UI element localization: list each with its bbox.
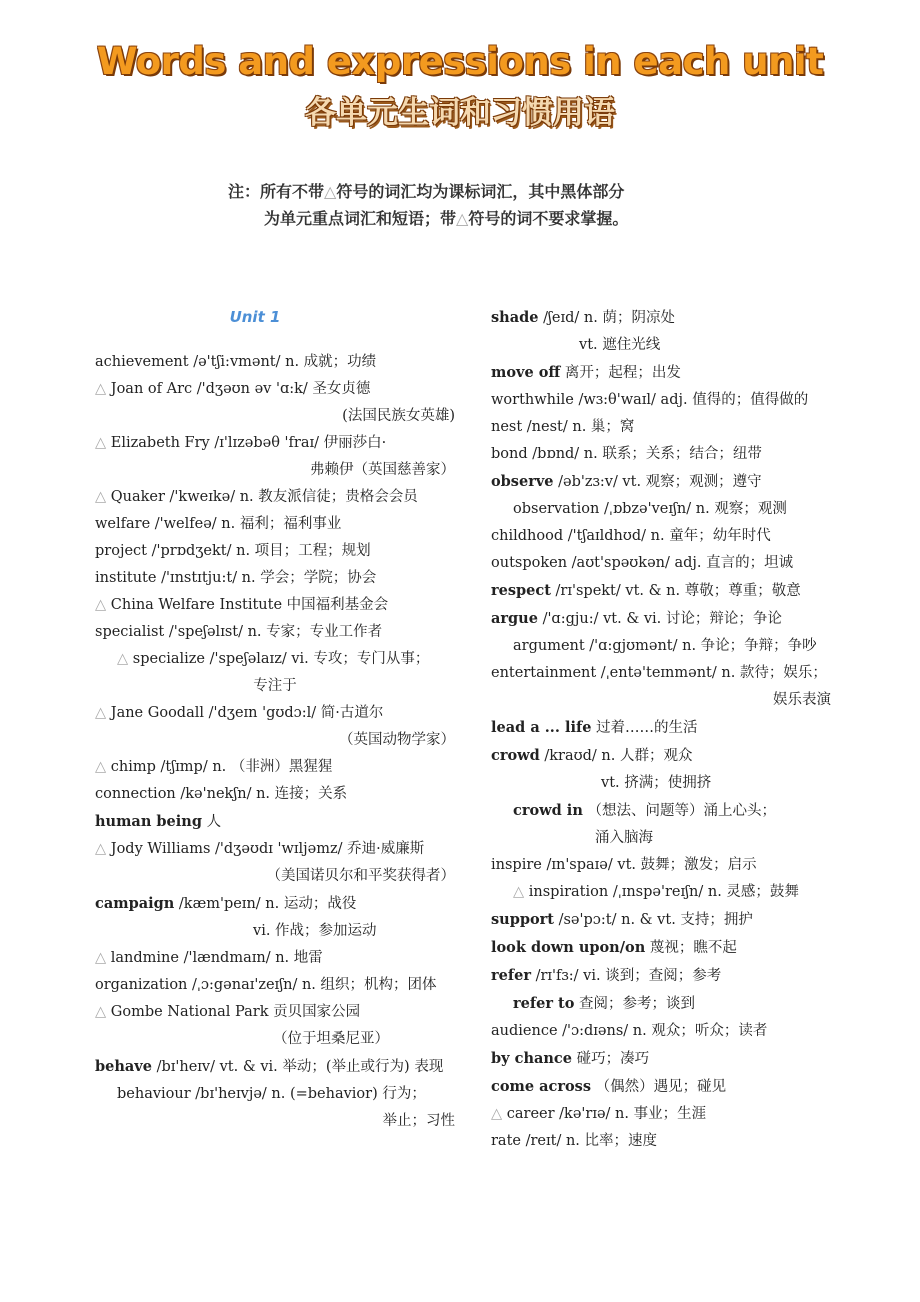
triangle-icon: △ xyxy=(95,489,107,505)
entry-outspoken: outspoken /aʊt'spəʊkən/ adj. 直言的；坦诚 xyxy=(491,555,794,571)
entry-observation: observation /ˌɒbzə'veɪʃn/ n. 观察；观测 xyxy=(513,501,787,517)
entry-crowd: crowd /kraʊd/ n. 人群；观众 xyxy=(491,747,693,764)
entry-joan-of-arc: △ Joan of Arc /'dʒəʊn əv 'ɑ:k/ 圣女贞德 xyxy=(95,381,371,397)
triangle-icon: △ xyxy=(491,1106,503,1122)
entry-behave: behave /bɪ'heɪv/ vt. & vi. 举动；(举止或行为) 表现 xyxy=(95,1058,444,1075)
triangle-icon: △ xyxy=(117,651,129,667)
entry-refer-to: refer to 查阅；参考；谈到 xyxy=(513,995,695,1012)
entry-continuation: 举止；习性 xyxy=(382,1113,455,1129)
left-column xyxy=(95,304,455,1135)
triangle-icon: △ xyxy=(95,950,107,966)
entry-project: project /'prɒdʒekt/ n. 项目；工程；规划 xyxy=(95,543,371,559)
entry-quaker: △ Quaker /'kweɪkə/ n. 教友派信徒；贵格会会员 xyxy=(95,489,418,505)
entry-continuation: 专注于 xyxy=(253,678,297,694)
entry-specialist: specialist /'speʃəlɪst/ n. 专家；专业工作者 xyxy=(95,624,383,640)
entry-argue: argue /'ɑ:gju:/ vt. & vi. 讨论；辩论；争论 xyxy=(491,610,782,627)
entry-human-being: human being 人 xyxy=(95,813,222,830)
entry-institute: institute /'ɪnstɪtju:t/ n. 学会；学院；协会 xyxy=(95,570,377,586)
entry-bond: bond /bɒnd/ n. 联系；关系；结合；纽带 xyxy=(491,446,762,462)
entry-argument: argument /'ɑ:gjʊmənt/ n. 争论；争辩；争吵 xyxy=(513,638,817,654)
entry-jody-williams: △ Jody Williams /'dʒəʊdɪ 'wɪljəmz/ 乔迪·威廉斯 xyxy=(95,841,425,857)
entry-worthwhile: worthwhile /wɜ:θ'waɪl/ adj. 值得的；值得做的 xyxy=(491,392,809,408)
entry-by-chance: by chance 碰巧；凑巧 xyxy=(491,1050,650,1067)
entry-shade: shade /ʃeɪd/ n. 荫；阴凉处 xyxy=(491,309,675,326)
triangle-icon: △ xyxy=(95,435,107,451)
entry-continuation: 娱乐表演 xyxy=(773,692,831,708)
entry-nest: nest /nest/ n. 巢；窝 xyxy=(491,419,635,435)
note-line-1: 注：所有不带△符号的词汇均为课标词汇，其中黑体部分 xyxy=(228,182,625,201)
entry-career: △ career /kə'rɪə/ n. 事业；生涯 xyxy=(491,1106,707,1122)
entry-rate: rate /reɪt/ n. 比率；速度 xyxy=(491,1133,658,1149)
entry-continuation: (法国民族女英雄) xyxy=(342,408,455,424)
entry-audience: audience /'ɔ:dɪəns/ n. 观众；听众；读者 xyxy=(491,1023,768,1039)
entry-observe: observe /əb'zɜ:v/ vt. 观察；观测；遵守 xyxy=(491,473,762,490)
entry-achievement: achievement /ə'tʃi:vmənt/ n. 成就；功绩 xyxy=(95,354,377,370)
entry-look-down-upon: look down upon/on 蔑视；瞧不起 xyxy=(491,939,737,956)
entry-gombe-national-park: △ Gombe National Park 贡贝国家公园 xyxy=(95,1004,361,1020)
triangle-icon: △ xyxy=(324,182,337,201)
entry-continuation: 弗赖伊（英国慈善家） xyxy=(310,462,455,478)
entry-continuation: vt. 遮住光线 xyxy=(579,337,661,353)
right-column xyxy=(491,304,831,1155)
entry-respect: respect /rɪ'spekt/ vt. & n. 尊敬；尊重；敬意 xyxy=(491,582,801,599)
page-title-chinese: 各单元生词和习惯用语 xyxy=(305,95,615,131)
entry-landmine: △ landmine /'lændmaɪn/ n. 地雷 xyxy=(95,950,323,966)
entry-campaign: campaign /kæm'peɪn/ n. 运动；战役 xyxy=(95,895,357,912)
entry-childhood: childhood /'tʃaɪldhʊd/ n. 童年；幼年时代 xyxy=(491,528,771,544)
triangle-icon: △ xyxy=(95,597,107,613)
entry-crowd-in: crowd in （想法、问题等）涌上心头； xyxy=(513,802,776,819)
entry-inspiration: △ inspiration /ˌɪnspə'reɪʃn/ n. 灵感；鼓舞 xyxy=(513,884,799,900)
entry-specialize: △ specialize /'speʃəlaɪz/ vi. 专攻；专门从事； xyxy=(117,651,430,667)
usage-note xyxy=(228,178,768,232)
entry-lead-a-life: lead a ... life 过着……的生活 xyxy=(491,719,698,736)
entry-elizabeth-fry: △ Elizabeth Fry /ɪ'lɪzəbəθ 'fraɪ/ 伊丽莎白· xyxy=(95,435,387,451)
entry-continuation: （英国动物学家） xyxy=(339,732,455,748)
entry-continuation: vt. 挤满；使拥挤 xyxy=(601,775,712,791)
triangle-icon: △ xyxy=(95,381,107,397)
triangle-icon: △ xyxy=(95,705,107,721)
entry-refer: refer /rɪ'fɜ:/ vi. 谈到；查阅；参考 xyxy=(491,967,722,984)
entry-connection: connection /kə'nekʃn/ n. 连接；关系 xyxy=(95,786,348,802)
entry-inspire: inspire /ɪn'spaɪə/ vt. 鼓舞；激发；启示 xyxy=(491,857,757,873)
entry-entertainment: entertainment /ˌentə'teɪnmənt/ n. 款待；娱乐； xyxy=(491,665,827,681)
entry-continuation: 涌入脑海 xyxy=(595,830,653,846)
triangle-icon: △ xyxy=(95,1004,107,1020)
entry-behaviour: behaviour /bɪ'heɪvjə/ n. (=behavior) 行为； xyxy=(117,1086,426,1102)
entry-china-welfare-institute: △ China Welfare Institute 中国福利基金会 xyxy=(95,597,389,613)
triangle-icon: △ xyxy=(95,759,107,775)
entry-welfare: welfare /'welfeə/ n. 福利；福利事业 xyxy=(95,516,342,532)
entry-jane-goodall: △ Jane Goodall /'dʒeɪn 'gʊdɔ:l/ 简·古道尔 xyxy=(95,705,384,721)
unit-heading: Unit 1 xyxy=(229,308,281,326)
triangle-icon: △ xyxy=(456,209,469,228)
entry-continuation: （位于坦桑尼亚） xyxy=(273,1031,389,1047)
triangle-icon: △ xyxy=(513,884,525,900)
entry-chimp: △ chimp /tʃɪmp/ n. （非洲）黑猩猩 xyxy=(95,759,333,775)
note-line-2: 为单元重点词汇和短语；带△符号的词不要求掌握。 xyxy=(264,209,629,228)
entry-continuation: （美国诺贝尔和平奖获得者） xyxy=(266,868,455,884)
entry-support: support /sə'pɔ:t/ n. & vt. 支持；拥护 xyxy=(491,911,753,928)
entry-come-across: come across （偶然）遇见；碰见 xyxy=(491,1078,727,1095)
entry-continuation: vi. 作战；参加运动 xyxy=(253,923,377,939)
entry-organization: organization /ˌɔ:gənaɪ'zeɪʃn/ n. 组织；机构；团体 xyxy=(95,977,437,993)
entry-move-off: move off 离开；起程；出发 xyxy=(491,364,681,381)
page-title-english: Words and expressions in each unit xyxy=(96,40,824,83)
triangle-icon: △ xyxy=(95,841,107,857)
